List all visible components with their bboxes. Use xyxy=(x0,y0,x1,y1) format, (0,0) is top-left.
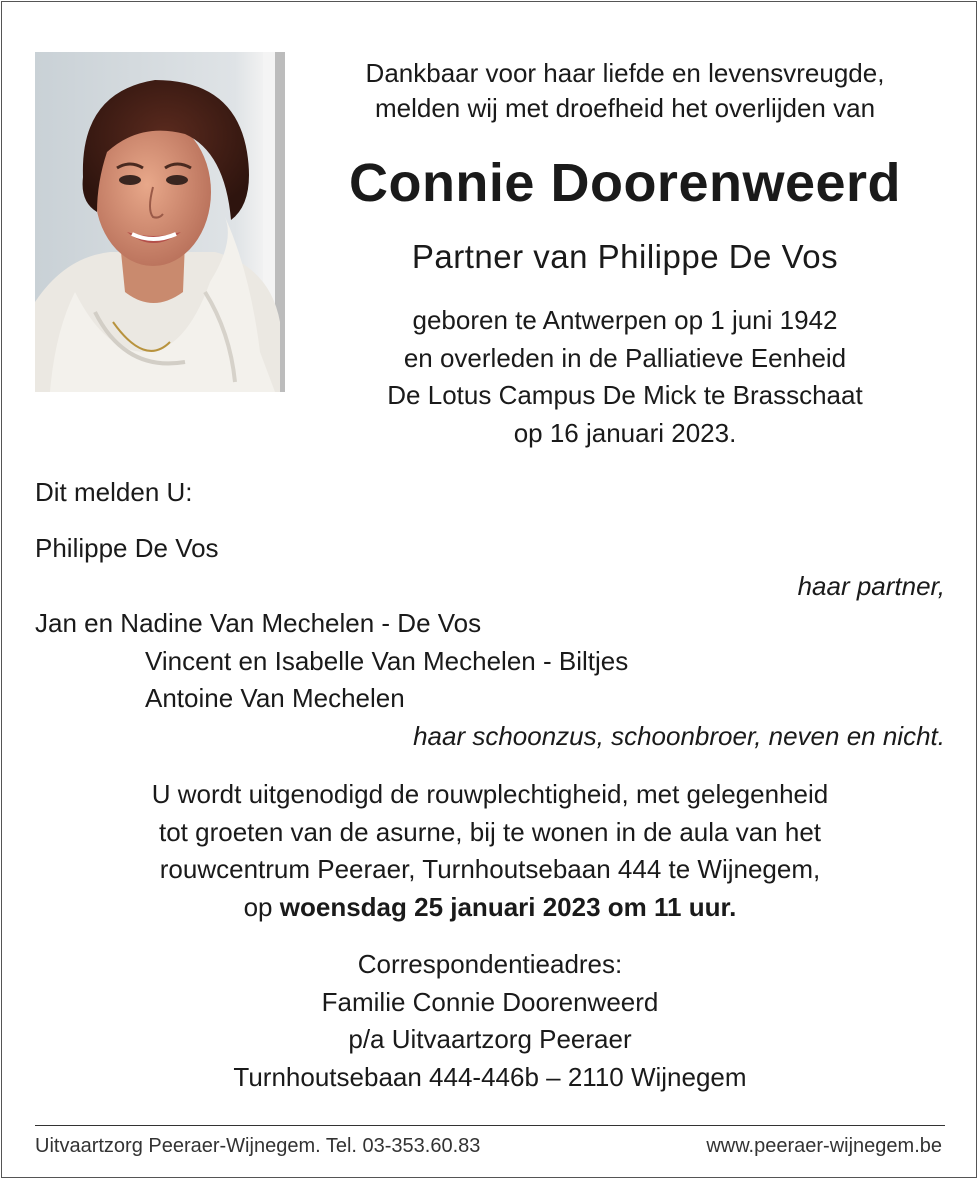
birth-line-2: en overleden in de Palliatieve Eenheid xyxy=(403,342,847,373)
mourners-list xyxy=(35,530,945,755)
mourner-family-relation: haar schoonzus, schoonbroer, neven en nicht. xyxy=(413,720,945,751)
footer-contact: Uitvaartzorg Peeraer-Wijnegem. Tel. 03-353.60.83 xyxy=(35,1135,481,1157)
address-heading: Correspondentieadres: xyxy=(357,949,623,979)
birth-line-1: geboren te Antwerpen op 1 juni 1942 xyxy=(412,305,838,335)
birth-line-3: De Lotus Campus De Mick te Brasschaat xyxy=(387,380,863,410)
deceased-name: Connie Doorenweerd xyxy=(348,153,902,213)
footer-divider xyxy=(35,1125,945,1126)
mourner-family-1: Jan en Nadine Van Mechelen - De Vos xyxy=(35,608,482,638)
birth-line-4: op 16 januari 2023. xyxy=(513,417,737,448)
mourner-partner-relation: haar partner, xyxy=(797,570,945,601)
correspondence-address xyxy=(35,946,945,1096)
address-line-1: Familie Connie Doorenweerd xyxy=(321,986,659,1017)
intro-text xyxy=(295,56,955,126)
intro-line-2: melden wij met droefheid het overlijden van xyxy=(374,93,876,123)
ceremony-line-2: tot groeten van de asurne, bij te wonen in de aula van het xyxy=(158,816,822,847)
portrait-photo xyxy=(35,52,285,392)
announcers-heading: Dit melden U: xyxy=(35,477,193,507)
ceremony-line-4 xyxy=(35,889,945,927)
ceremony-date-prefix: op xyxy=(243,891,273,922)
address-line-3: Turnhoutsebaan 444-446b – 2110 Wijnegem xyxy=(233,1061,747,1092)
mourner-partner: Philippe De Vos xyxy=(35,533,219,563)
mourner-family-3: Antoine Van Mechelen xyxy=(145,683,405,713)
partner-line: Partner van Philippe De Vos xyxy=(411,238,839,275)
ceremony-invitation xyxy=(35,776,945,926)
intro-line-1: Dankbaar voor haar liefde en levensvreugde, xyxy=(365,58,885,88)
ceremony-line-3: rouwcentrum Peeraer, Turnhoutsebaan 444 te Wijnegem, xyxy=(159,854,821,884)
footer-website-link[interactable]: www.peeraer-wijnegem.be xyxy=(706,1135,942,1157)
address-line-2: p/a Uitvaartzorg Peeraer xyxy=(348,1024,632,1054)
birth-death-details xyxy=(295,302,955,452)
ceremony-line-1: U wordt uitgenodigd de rouwplechtigheid, met gelegenheid xyxy=(151,779,829,809)
mourner-family-2: Vincent en Isabelle Van Mechelen - Biltjes xyxy=(145,645,629,676)
ceremony-date: woensdag 25 januari 2023 om 11 uur. xyxy=(279,891,737,922)
